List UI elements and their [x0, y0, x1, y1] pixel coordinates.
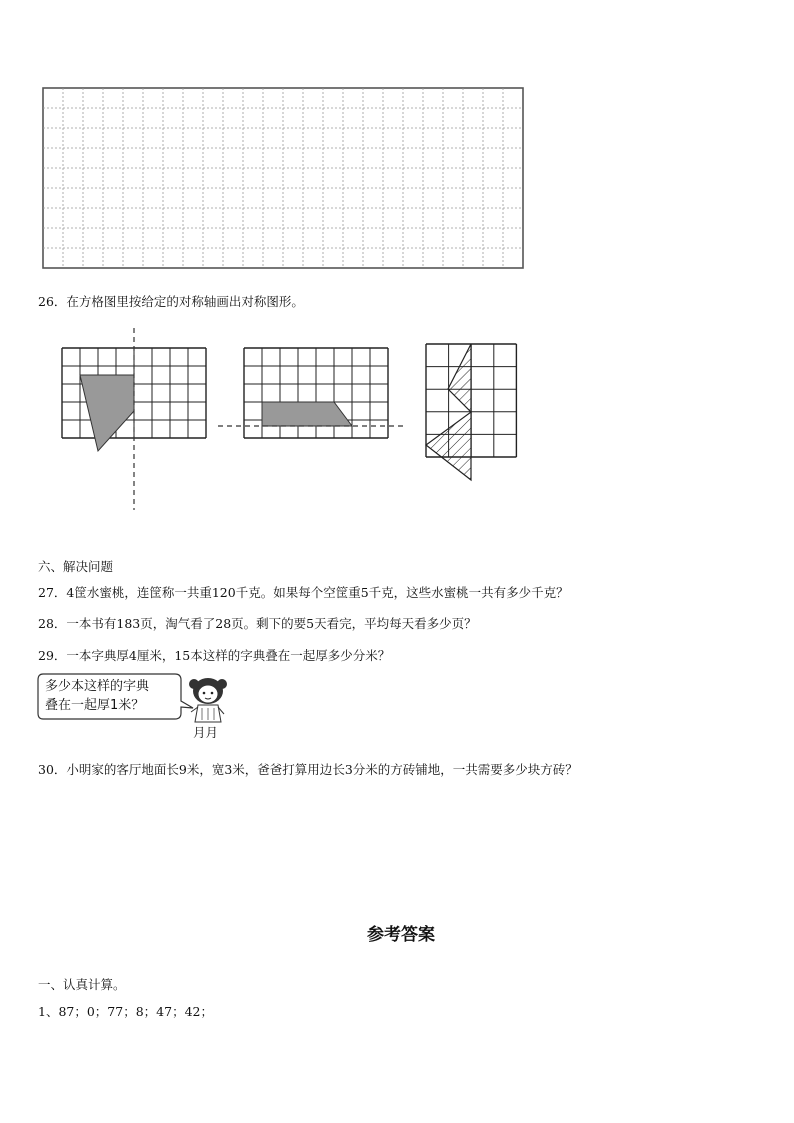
shape-3a: [448, 344, 471, 412]
question-27: 27．4筐水蜜桃，连筐称一共重120千克。如果每个空筐重5千克，这些水蜜桃一共有多少千克？: [38, 585, 569, 600]
girl-illustration: [188, 676, 228, 728]
girl-name: 月月: [193, 725, 219, 740]
dotted-grid: [0, 0, 794, 280]
shape-2: [262, 402, 352, 426]
symmetry-grid-1: [55, 340, 215, 510]
section-6-heading: 六、解决问题: [38, 559, 114, 574]
answers-section-1: 一、认真计算。: [38, 977, 126, 992]
bubble-text: 多少本这样的字典 叠在一起厚1米？: [45, 679, 150, 713]
question-26: 26．在方格图里按给定的对称轴画出对称图形。: [38, 294, 304, 309]
shape-1: [80, 375, 134, 451]
question-29: 29．一本字典厚4厘米，15本这样的字典叠在一起厚多少分米？: [38, 648, 391, 663]
question-28: 28．一本书有183页，淘气看了28页。剩下的要5天看完，平均每天看多少页？: [38, 616, 477, 631]
answer-1: 1、87；0；77；8；47；42；: [38, 1004, 213, 1019]
question-30: 30．小明家的客厅地面长9米，宽3米，爸爸打算用边长3分米的方砖铺地，一共需要多少块方砖？: [38, 762, 578, 777]
symmetry-grid-3: [420, 340, 530, 490]
answers-title: 参考答案: [367, 925, 435, 945]
symmetry-grid-2: [215, 340, 415, 480]
